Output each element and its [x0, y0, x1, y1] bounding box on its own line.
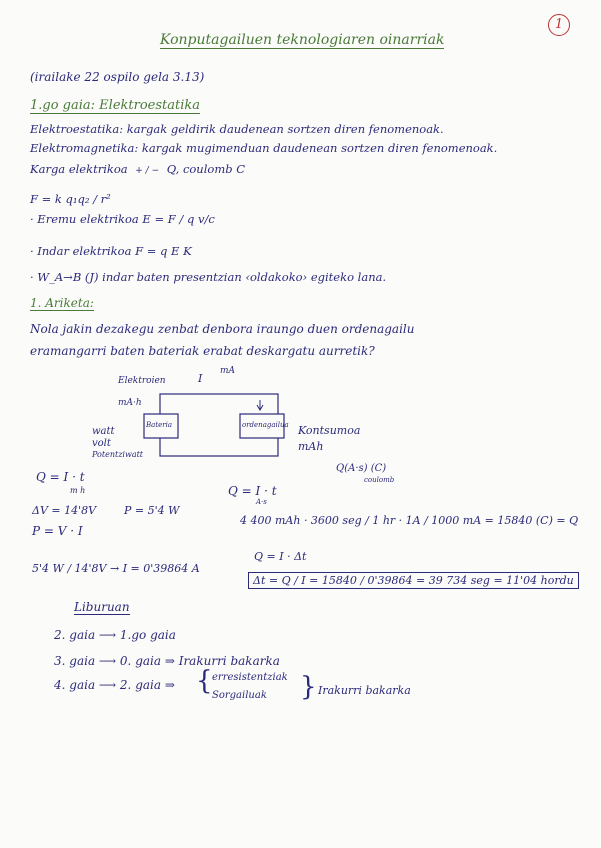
topic1-heading-text: 1.go gaia: Elektroestatika: [30, 98, 201, 113]
consumption-label: Kontsumoa: [298, 424, 361, 437]
equation-q-t-units: A·s: [256, 498, 267, 506]
circuit-current-label: I: [198, 372, 203, 385]
down-arrow-icon: [257, 400, 263, 410]
circuit-current-unit: mA: [220, 366, 236, 376]
title-text: Konputagailuen teknologiaren oinarriak: [160, 32, 445, 48]
circuit-volt-label: volt: [92, 438, 111, 449]
time-equation: Q = I · Δt: [254, 550, 307, 563]
syllabus-item: 3. gaia ⟶ 0. gaia ⇒ Irakurri bakarka: [54, 654, 280, 668]
exercise-heading-text: 1. Ariketa:: [30, 296, 94, 310]
circuit-power-label: Potentziwatt: [92, 450, 144, 459]
power-equation: P = V · I: [32, 524, 83, 538]
date-line: (irailake 22 ospilo gela 3.13): [30, 70, 205, 84]
exercise-question-line1: Nola jakin dezakegu zenbat denbora iraungo duen ordenagailu: [30, 322, 415, 336]
exercise-question-line2: eramangarri baten bateriak erabat deskargatu aurretik?: [30, 344, 375, 358]
power-value: P = 5'4 W: [124, 504, 180, 517]
equation-q-units: m h: [70, 486, 86, 495]
topic1-heading: [30, 98, 200, 113]
circuit-electrons-label: Elektroien: [118, 376, 166, 386]
electric-field-line: · Eremu elektrikoa E = F / q v/c: [30, 212, 215, 226]
equation-q-t: Q = I · t: [228, 484, 277, 498]
equation-charge: Q(A·s) (C): [336, 463, 387, 474]
consumption-unit: mAh: [298, 440, 324, 453]
voltage-value: ΔV = 14'8V: [32, 504, 97, 517]
charge-line: [30, 162, 245, 176]
circuit-watt-label: watt: [92, 426, 115, 437]
charge-signs: + / −: [135, 166, 160, 176]
definition-electromagnetics: Elektromagnetika: kargak mugimenduan daudenean sortzen diren fenomenoak.: [30, 141, 498, 155]
syllabus-item: 2. gaia ⟶ 1.go gaia: [54, 628, 176, 642]
work-line: · W_A→B (J) indar baten presentzian ‹oldakoko› egiteko lana.: [30, 270, 387, 284]
syllabus-item: 4. gaia ⟶ 2. gaia ⇒: [54, 678, 175, 692]
circuit-mah-label: mA·h: [118, 398, 142, 408]
battery-label: Bateria: [146, 421, 173, 429]
charge-conversion: 4 400 mAh · 3600 seg / 1 hr · 1A / 1000 mA = 15840 (C) = Q: [240, 514, 579, 527]
equation-charge-unit: coulomb: [364, 476, 395, 484]
time-calculation-boxed: Δt = Q / I = 15840 / 0'39864 = 39 734 seg = 11'04 hordu: [248, 572, 579, 589]
exercise-heading: [30, 296, 94, 310]
brace-item: Sorgailuak: [212, 690, 267, 701]
electric-force-line: · Indar elektrikoa F = q E K: [30, 244, 192, 258]
coulomb-law: F = k q₁q₂ / r²: [30, 192, 111, 206]
time-calculation: [248, 574, 579, 587]
syllabus-heading-text: Liburuan: [74, 600, 130, 614]
current-calculation: 5'4 W / 14'8V → I = 0'39864 A: [32, 562, 200, 575]
left-brace-icon: {: [196, 666, 213, 696]
equation-q: Q = I · t: [36, 470, 85, 484]
definition-electrostatics: Elektroestatika: kargak geldirik daudenean sortzen diren fenomenoak.: [30, 122, 444, 136]
computer-label: ordenagailua: [242, 421, 289, 429]
brace-item: erresistentziak: [212, 672, 288, 683]
charge-label: Karga elektrikoa: [30, 162, 128, 176]
page-title: [160, 32, 444, 48]
syllabus-heading: [74, 600, 130, 614]
page-number: 1: [548, 14, 570, 36]
right-brace-icon: }: [300, 672, 317, 702]
charge-unit: Q, coulomb C: [166, 162, 246, 176]
brace-note: Irakurri bakarka: [318, 684, 411, 697]
